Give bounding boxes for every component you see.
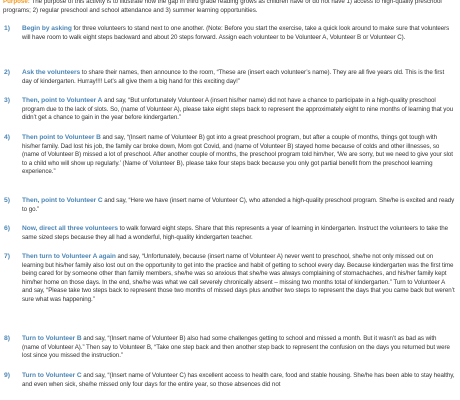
step-text xyxy=(22,25,455,42)
step-text xyxy=(22,372,455,389)
step-lead: Begin by asking xyxy=(22,25,72,32)
step-lead: Then point to Volunteer B xyxy=(22,134,101,141)
step-number: 8) xyxy=(4,335,11,342)
purpose-text: The purpose of this activity is to illustrate how the gap in third grade reading grows as children have or do not have 1) access to high-quality preschool programs; 2) regular preschool and school attendance and 3) summer learning opportunities. xyxy=(3,0,442,14)
step-body: and say, “But unfortunately Volunteer A (insert his/her name) did not have a chance to participate in a high-quality preschool program due to the lack of slots. So, (name of Volunteer A), please take eight steps back to represent the approximately eight to nine months of learning that you didn’t get a chance to gain in the year before kindergarten.” xyxy=(22,97,454,122)
step-text xyxy=(22,253,455,305)
step-lead: Ask the volunteers xyxy=(22,69,81,76)
purpose-paragraph xyxy=(3,0,455,15)
step-lead: Turn to Volunteer B xyxy=(22,335,82,342)
step-lead: Then, point to Volunteer A xyxy=(22,97,103,104)
step-number: 5) xyxy=(4,197,11,204)
step-number: 6) xyxy=(4,225,11,232)
step-lead: Then turn to Volunteer A again xyxy=(22,253,116,260)
step-body: to share their names, then announce to the room, “These are (insert each volunteer’s name). They are all five years old. This is the first day of kindergarten. Hurray!!!! Let’s all give them a big hand for this exciting day!” xyxy=(22,69,445,85)
step-number: 9) xyxy=(4,372,11,379)
step-text xyxy=(22,335,455,361)
step-number: 7) xyxy=(4,253,11,260)
step-body: to walk forward eight steps. Share that this represents a year of learning in kindergarten. Instruct the volunteers to take the same sized steps because they all had a wonderful, high-quality kindergarten teacher. xyxy=(22,225,448,241)
purpose-label: Purpose: xyxy=(3,0,30,5)
step-text xyxy=(22,97,455,123)
step-text xyxy=(22,197,455,214)
step-text xyxy=(22,225,455,242)
step-body: for three volunteers to stand next to one another. (Note: Before you start the exercise, take a quick look around to make sure that volunteers will have room to walk eight steps backward and about 20 steps forward. Assign each volunteer to be Volunteer A, Volunteer B or Volunteer C). xyxy=(22,25,450,41)
step-body: and say, “(Insert name of Volunteer B) also had some challenges getting to school and missed a month. But it wasn’t as bad as with (name of Volunteer A).” Then say to Volunteer B, “Take one step back and then another step back to represent the confusion on the days you returned but were lost since you missed the instruction.” xyxy=(22,335,450,360)
step-body: and say, “Unfortunately, because (insert name of Volunteer A) never went to preschool, she/he not only missed out on learning but his/her family also lost out on the opportunity to get into the practice and habit of getting to school every day. Because kindergarten was the first time being cared for by someone other than family members, she/he was so anxious that she/he was always complaining of stomachaches, and his/her family kept him/her home on those days. In the end, she/he was what we call severely chronically absent – missing two months total of kindergarten.” Turn to Volunteer A and say, “Please take two steps back to represent those two months of missed days plus another two steps to represent the days that you came back but weren’t sure what was happening.” xyxy=(22,253,455,303)
step-lead: Now, direct all three volunteers xyxy=(22,225,118,232)
step-number: 3) xyxy=(4,97,11,104)
step-text xyxy=(22,69,455,86)
step-number: 2) xyxy=(4,69,11,76)
step-body: and say, “Here we have (insert name of Volunteer C), who attended a high-quality preschool program. She/he is excited and ready to go.” xyxy=(22,197,455,213)
step-number: 4) xyxy=(4,134,11,141)
step-body: and say, “(Insert name of Volunteer B) got into a great preschool program, but after a couple of months, things got tough with his/her family. Dad lost his job, the family car broke down, Mom got Covid, and (name of Volunteer B) stayed home because of colds and other illnesses, so (name of Volunteer B) missed a lot of preschool. After another couple of months, the preschool program told him/her, ‘We are sorry, but we need to give your slot to a child who will show up regularly.’ (Name of Volunteer B), please take four steps back because you only got partial benefit from the preschool learning experience.” xyxy=(22,134,453,176)
step-text xyxy=(22,134,455,177)
step-lead: Then, point to Volunteer C xyxy=(22,197,103,204)
step-body: and say, “(Insert name of Volunteer C) has excellent access to health care, food and stable housing. She/he has been able to stay healthy, and even when sick, she/he missed only four days for the entire year, so those absences did not xyxy=(22,372,455,388)
step-number: 1) xyxy=(4,25,11,32)
step-lead: Turn to Volunteer C xyxy=(22,372,82,379)
